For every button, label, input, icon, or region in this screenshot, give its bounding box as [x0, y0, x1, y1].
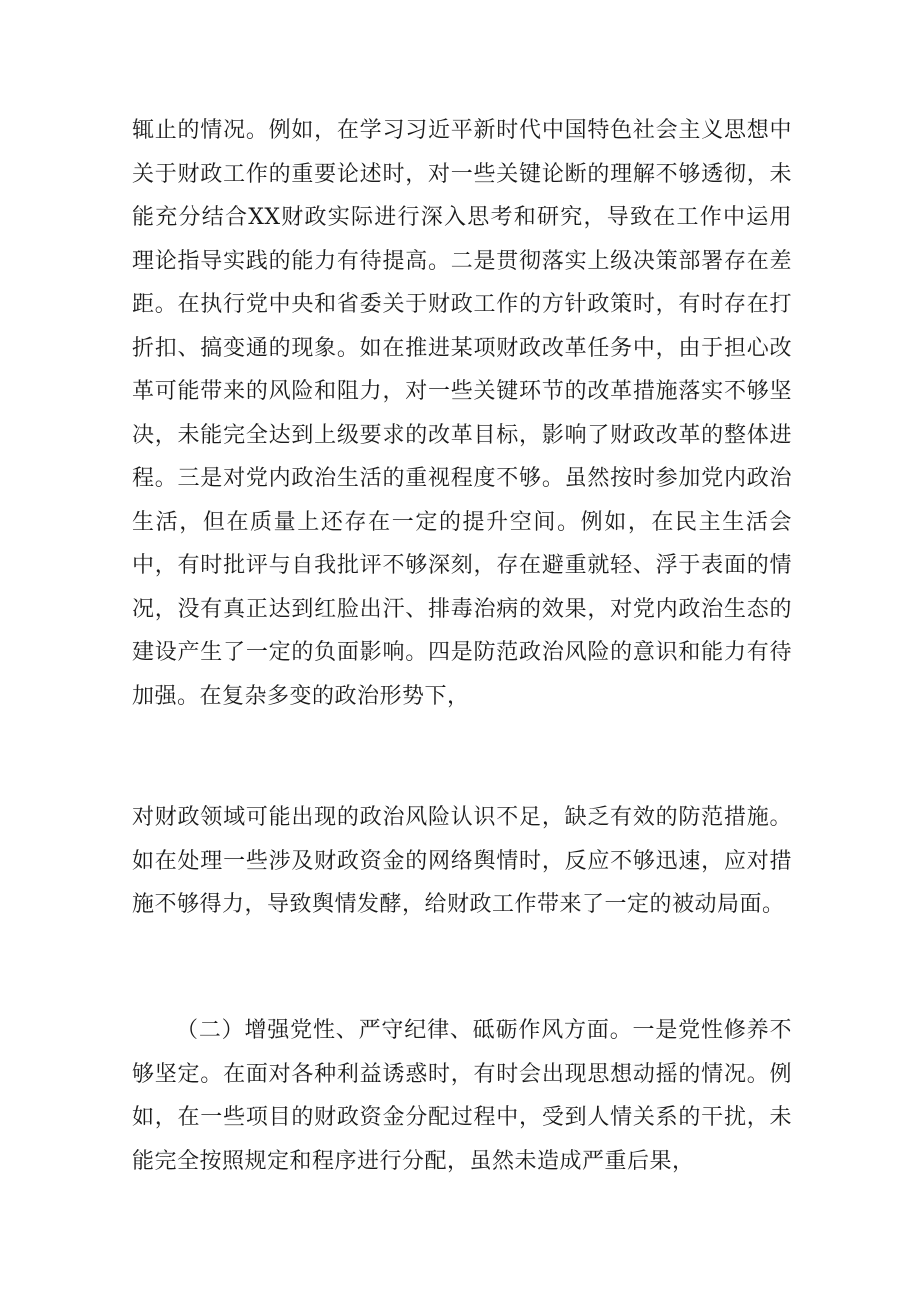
section-paragraph: （二）增强党性、严守纪律、砥砺作风方面。一是党性修养不够坚定。在面对各种利益诱惑时，有时会出现思想动摇的情况。例如，在一些项目的财政资金分配过程中，受到人情关系的干扰，未能完全按照规定和程序进行分配，虽然未造成严重后果，: [132, 1018, 792, 1174]
body-paragraph: 辄止的情况。例如，在学习习近平新时代中国特色社会主义思想中关于财政工作的重要论述时，对一些关键论断的理解不够透彻，未能充分结合XX财政实际进行深入思考和研究，导致在工作中运用理论指导实践的能力有待提高。二是贯彻落实上级决策部署存在差距。在执行党中央和省委关于财政工作的方针政策时，有时存在打折扣、搞变通的现象。如在推进某项财政改革任务中，由于担心改革可能带来的风险和阻力，对一些关键环节的改革措施落实不够坚决，未能完全达到上级要求的改革目标，影响了财政改革的整体进程。三是对党内政治生活的重视程度不够。虽然按时参加党内政治生活，但在质量上还存在一定的提升空间。例如，在民主生活会中，有时批评与自我批评不够深刻，存在避重就轻、浮于表面的情况，没有真正达到红脸出汗、排毒治病的效果，对党内政治生态的建设产生了一定的负面影响。四是防范政治风险的意识和能力有待加强。在复杂多变的政治形势下，: [132, 118, 792, 709]
body-paragraph: 对财政领域可能出现的政治风险认识不足，缺乏有效的防范措施。如在处理一些涉及财政资金的网络舆情时，反应不够迅速，应对措施不够得力，导致舆情发酵，给财政工作带来了一定的被动局面。: [132, 805, 792, 917]
